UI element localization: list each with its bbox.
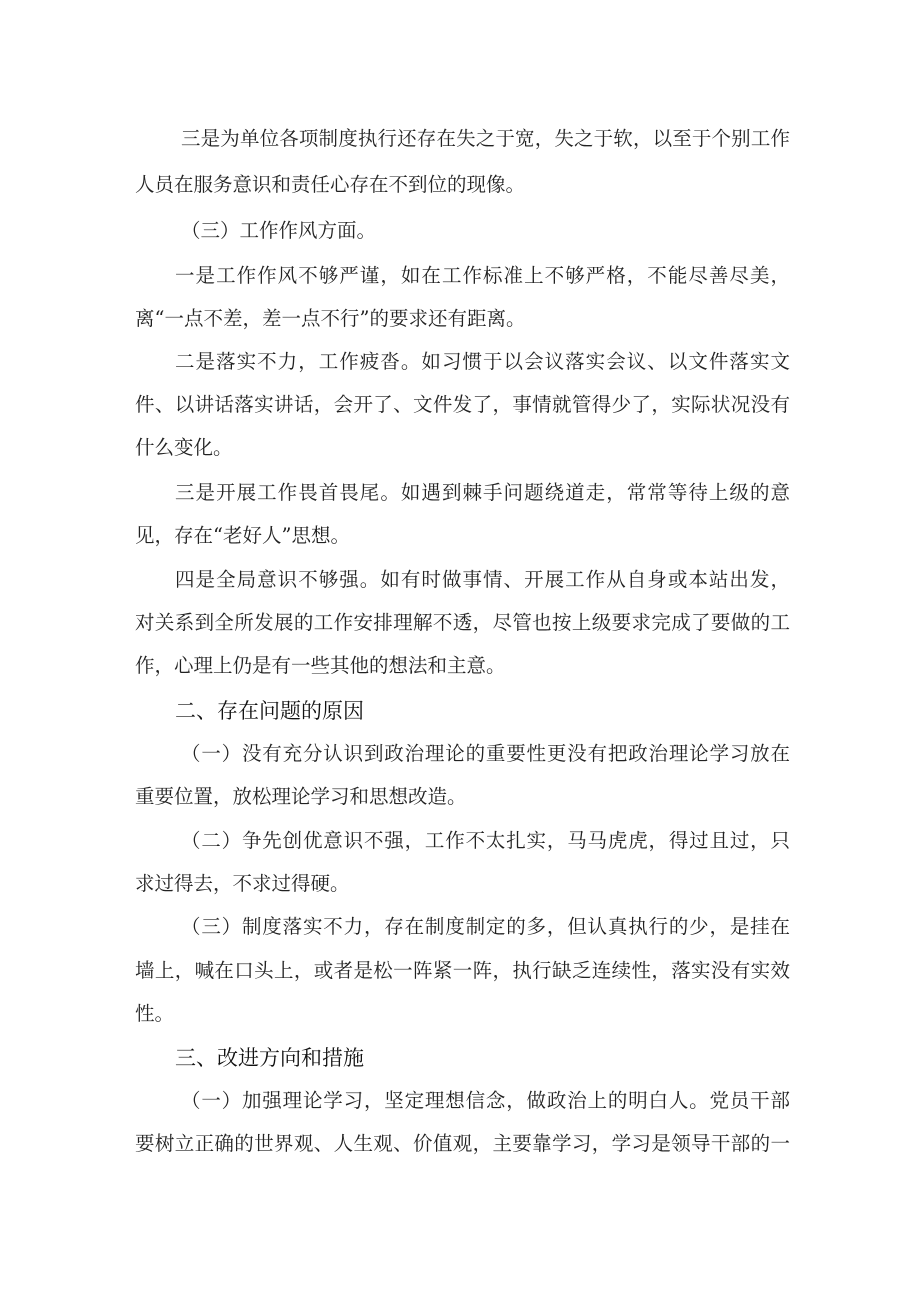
paragraph-line: 墙上，喊在口头上，或者是松一阵紧一阵，执行缺乏连续性，落实没有实效 — [135, 959, 790, 982]
paragraph-line: 三是为单位各项制度执行还存在失之于宽，失之于软，以至于个别工作 — [181, 127, 790, 150]
paragraph-line: 一是工作作风不够严谨，如在工作标准上不够严格，不能尽善尽美， — [175, 264, 790, 287]
paragraph-line: 离“一点不差，差一点不行”的要求还有距离。 — [135, 307, 526, 330]
subheading-line: （三）工作作风方面。 — [181, 219, 377, 242]
paragraph-line: 四是全局意识不够强。如有时做事情、开展工作从自身或本站出发， — [175, 568, 790, 591]
paragraph-line: 要树立正确的世界观、人生观、价值观，主要靠学习，学习是领导干部的一 — [135, 1132, 790, 1155]
paragraph-line: 求过得去，不求过得硬。 — [135, 872, 350, 895]
paragraph-line: 什么变化。 — [135, 436, 233, 459]
section-heading: 二、存在问题的原因 — [175, 699, 364, 723]
paragraph-line: 件、以讲话落实讲话，会开了、文件发了，事情就管得少了，实际状况没有 — [135, 393, 790, 416]
paragraph-line: 作，心理上仍是有一些其他的想法和主意。 — [135, 654, 506, 677]
paragraph-line: 对关系到全所发展的工作安排理解不透，尽管也按上级要求完成了要做的工 — [135, 611, 790, 634]
paragraph-line: （一）加强理论学习，坚定理想信念，做政治上的明白人。党员干部 — [181, 1089, 790, 1112]
paragraph-line: （二）争先创优意识不强，工作不太扎实，马马虎虎，得过且过，只 — [181, 829, 790, 852]
paragraph-line: 性。 — [135, 1002, 175, 1025]
paragraph-line: 见，存在“老好人”思想。 — [135, 524, 350, 547]
section-heading: 三、改进方向和措施 — [175, 1046, 364, 1070]
paragraph-line: （三）制度落实不力，存在制度制定的多，但认真执行的少，是挂在 — [181, 915, 790, 938]
paragraph-line: 重要位置，放松理论学习和思想改造。 — [135, 785, 467, 808]
paragraph-line: （一）没有充分认识到政治理论的重要性更没有把政治理论学习放在 — [181, 742, 790, 765]
paragraph-line: 三是开展工作畏首畏尾。如遇到棘手问题绕道走，常常等待上级的意 — [175, 481, 790, 504]
paragraph-line: 人员在服务意识和责任心存在不到位的现像。 — [135, 173, 526, 196]
paragraph-line: 二是落实不力，工作疲沓。如习惯于以会议落实会议、以文件落实文 — [175, 350, 790, 373]
